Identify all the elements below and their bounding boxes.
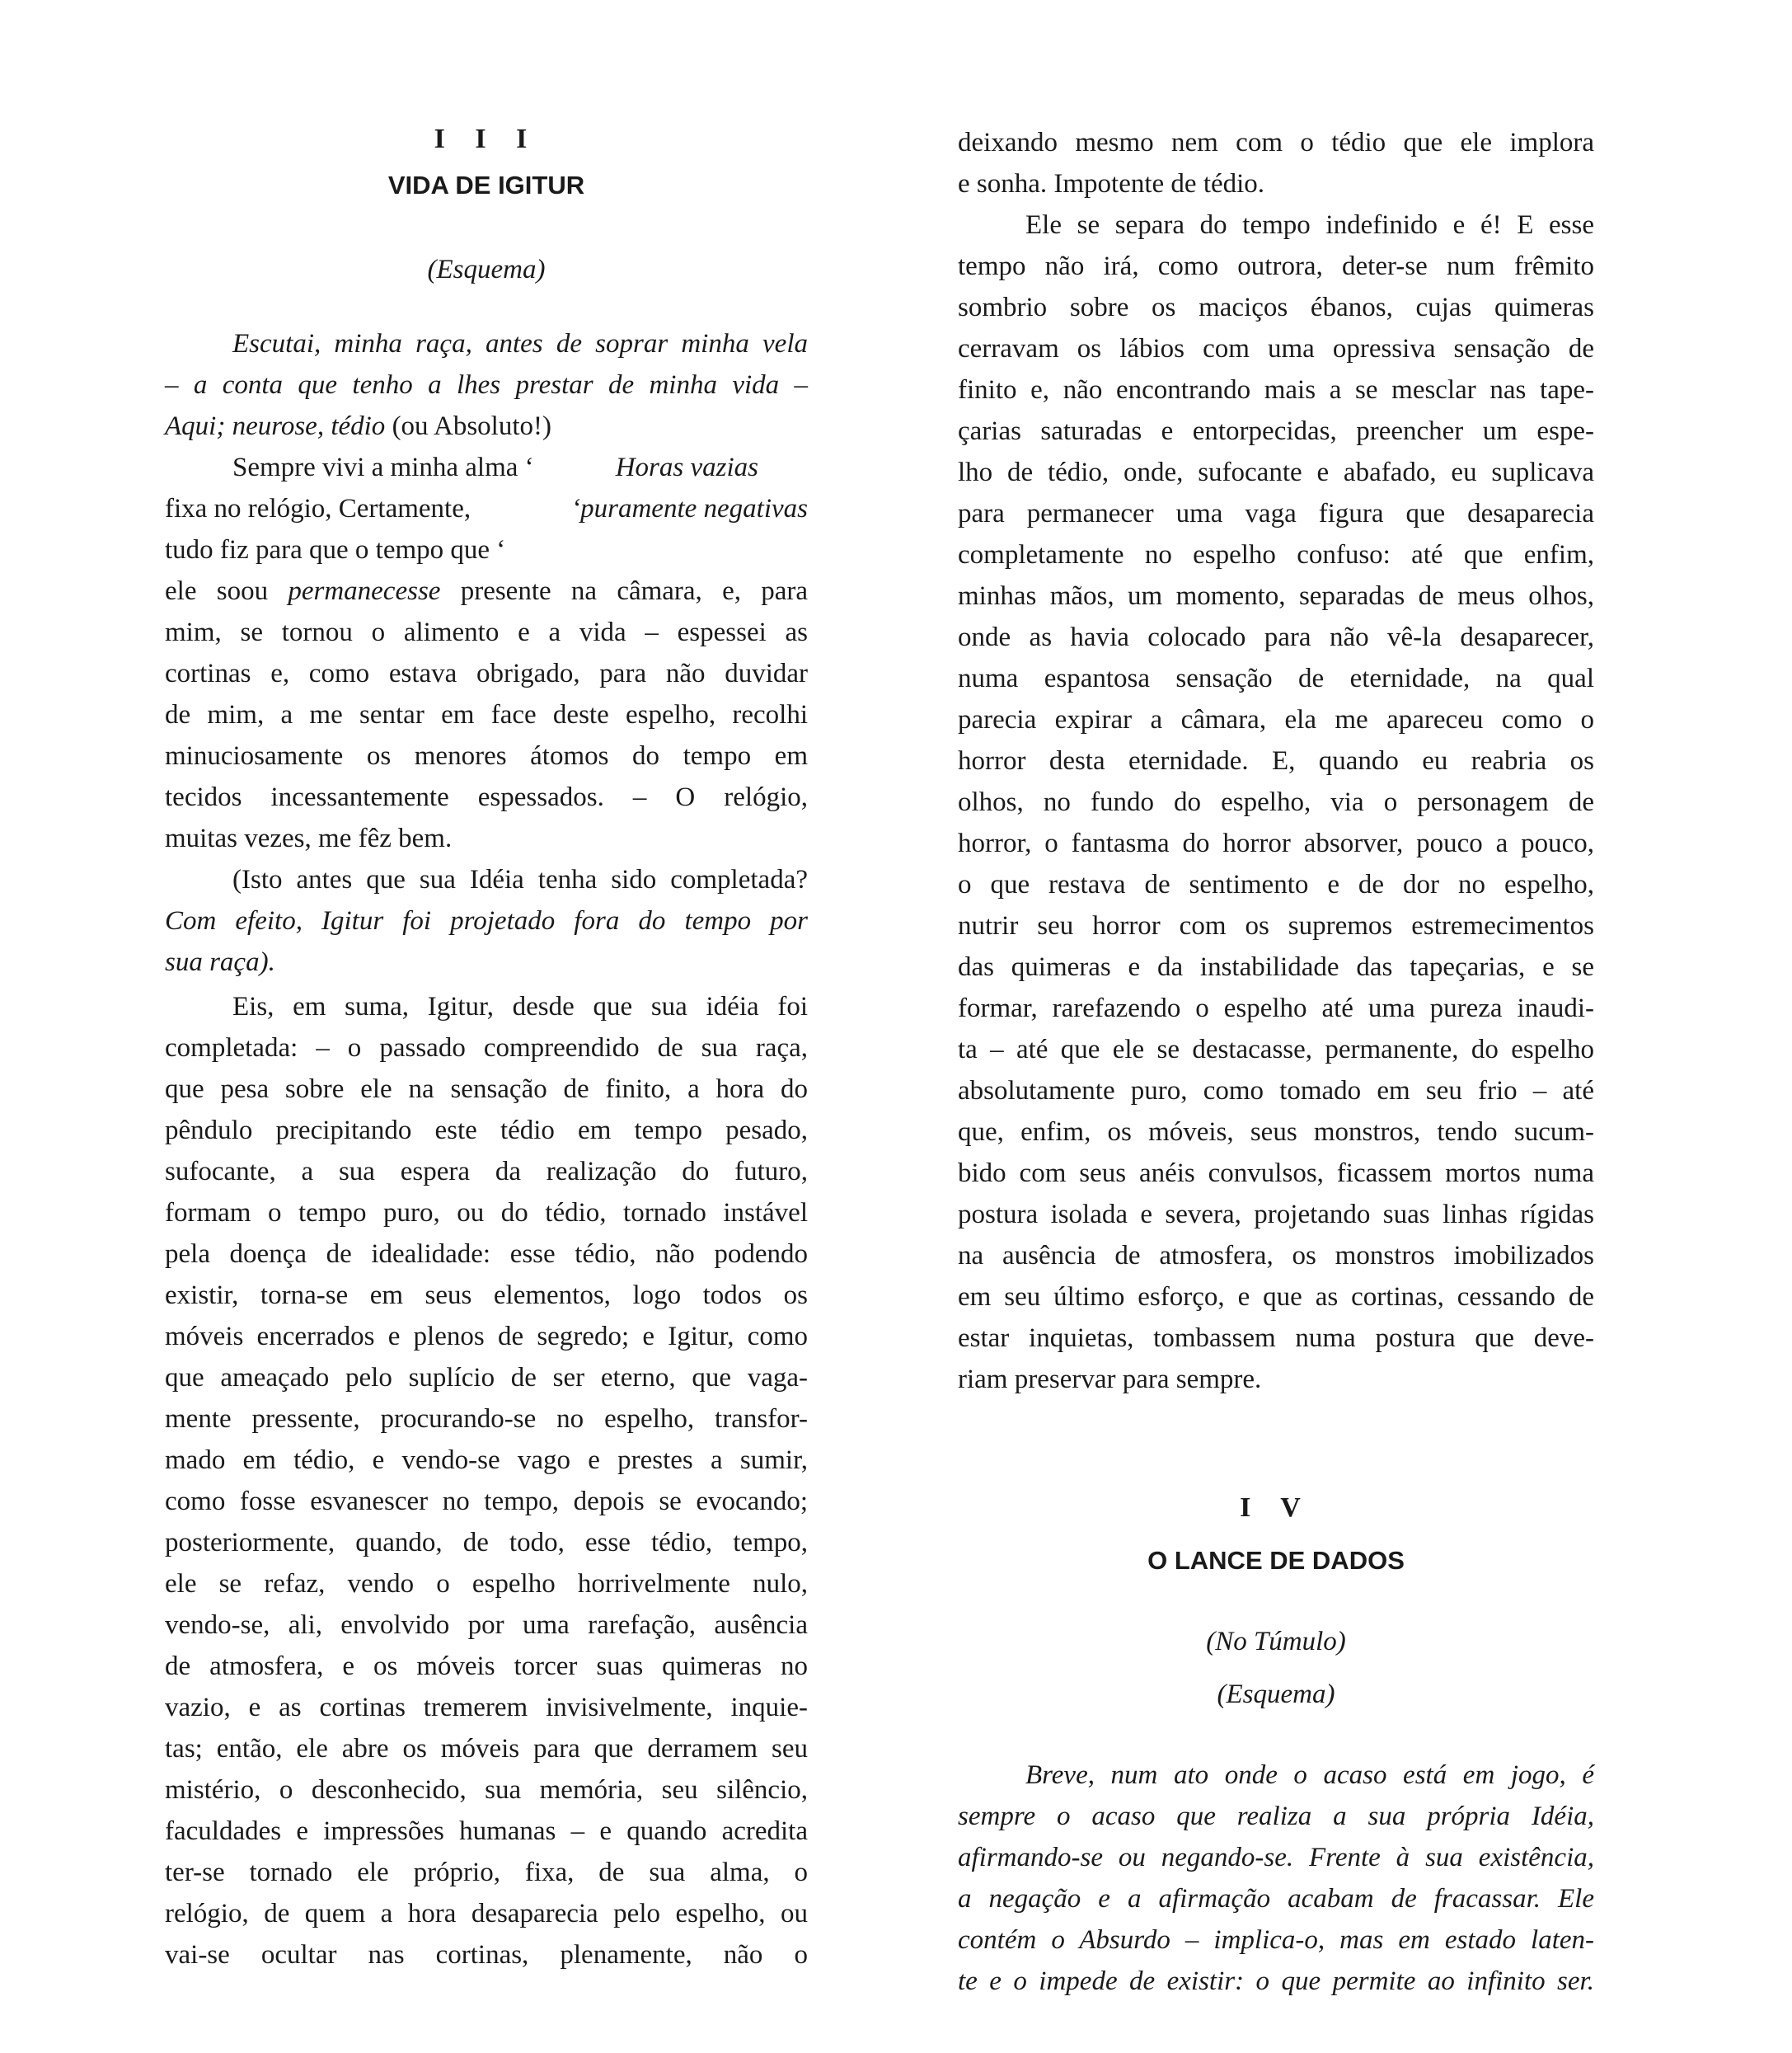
text-line: e sonha. Impotente de tédio. (958, 169, 1265, 199)
text-line: relógio, de quem a hora desaparecia pelo espelho, ou (165, 1899, 808, 1929)
text-line: riam preservar para sempre. (958, 1365, 1262, 1394)
epigraph-line: Aqui; neurose, tédio (ou Absoluto!) (165, 411, 551, 441)
epigraph-line: contém o Absurdo – implica-o, mas em estado laten- (958, 1925, 1594, 1955)
epigraph-line: afirmando-se ou negando-se. Frente à sua existência, (958, 1843, 1594, 1872)
section-number: I I I (434, 124, 539, 154)
section-title: VIDA DE IGITUR (387, 171, 585, 200)
text-line: mente pressente, procurando-se no espelho, transfor- (165, 1404, 808, 1434)
text-line: cortinas e, como estava obrigado, para não duvidar (165, 659, 808, 688)
text-line: estar inquietas, tombassem numa postura que deve- (958, 1323, 1594, 1353)
text-line: onde as havia colocado para não vê-la desaparecer, (958, 622, 1594, 652)
epigraph-line: te e o impede de existir: o que permite ao infinito ser. (958, 1966, 1594, 1996)
epigraph-line: Breve, num ato onde o acaso está em jogo, é (1025, 1760, 1594, 1790)
text-line: posteriormente, quando, de todo, esse tédio, tempo, (165, 1528, 808, 1557)
epigraph (958, 1755, 1594, 2002)
epigraph (165, 323, 808, 447)
text-line: mistério, o desconhecido, sua memória, seu silêncio, (165, 1775, 808, 1805)
text-line: deixando mesmo nem com o tédio que ele implora (958, 128, 1594, 157)
text-line: (Isto antes que sua Idéia tenha sido completada? (232, 865, 808, 895)
text-line: ele se refaz, vendo o espelho horrivelmente nulo, (165, 1569, 808, 1599)
text-line: Com efeito, Igitur foi projetado fora do tempo por (165, 906, 808, 936)
text-line: completamente no espelho confuso: até que enfim, (958, 540, 1594, 570)
text-line: formar, rarefazendo o espelho até uma pureza inaudi- (958, 994, 1594, 1023)
text-line: que ameaçado pelo suplício de ser eterno, que vaga- (165, 1363, 808, 1393)
text-line: completada: – o passado compreendido de sua raça, (165, 1033, 808, 1063)
right-column (958, 122, 1594, 2002)
paragraph (165, 571, 808, 859)
text-line: minuciosamente os menores átomos do tempo em (165, 741, 808, 771)
text-line: de atmosfera, e os móveis torcer suas quimeras no (165, 1651, 808, 1681)
section-number: I V (1240, 1492, 1312, 1523)
text-line: existir, torna-se em seus elementos, logo todos os (165, 1280, 808, 1310)
text-line: cerravam os lábios com uma opressiva sensação de (958, 334, 1594, 364)
text-line: numa espantosa sensação de eternidade, na qual (958, 664, 1594, 693)
section-subtitle: (No Túmulo) (1206, 1627, 1346, 1656)
paragraph (958, 122, 1594, 204)
text-line: tas; então, ele abre os móveis para que derramem seu (165, 1734, 808, 1764)
text-line: vendo-se, ali, envolvido por uma rarefação, ausência (165, 1610, 808, 1640)
text-line: vazio, e as cortinas tremerem invisivelmente, inquie- (165, 1693, 808, 1722)
paragraph (958, 204, 1594, 1400)
text-line: para permanecer uma vaga figura que desaparecia (958, 499, 1594, 529)
paragraph (165, 859, 808, 983)
text-line: sua raça). (165, 947, 275, 977)
text-line: parecia expirar a câmara, ela me apareceu como o (958, 705, 1594, 735)
text-line: horror desta eternidade. E, quando eu reabria os (958, 746, 1594, 776)
text-line: Eis, em suma, Igitur, desde que sua idéia foi (232, 992, 808, 1022)
text-line: tecidos incessantemente espessados. – O relógio, (165, 782, 808, 812)
section-title: O LANCE DE DADOS (1147, 1546, 1405, 1575)
text-line: bido com seus anéis convulsos, ficassem mortos numa (958, 1158, 1594, 1188)
text-line: mado em tédio, e vendo-se vago e prestes a sumir, (165, 1445, 808, 1475)
text-line: olhos, no fundo do espelho, via o personagem de (958, 787, 1594, 817)
text-line: finito e, não encontrando mais a se mesclar nas tape- (958, 375, 1594, 405)
text-line: como fosse esvanescer no tempo, depois se evocando; (165, 1487, 808, 1516)
text-line: ta – até que ele se destacasse, permanente, do espelho (958, 1035, 1594, 1064)
split-line: Sempre vivi a minha alma ‘ Horas vazias (232, 453, 758, 482)
paragraph (165, 986, 808, 1975)
text-line: faculdades e impressões humanas – e quando acredita (165, 1816, 808, 1846)
epigraph-line: a negação e a afirmação acabam de fracassar. Ele (958, 1884, 1594, 1914)
text-line: formam o tempo puro, ou do tédio, tornado instável (165, 1198, 808, 1228)
epigraph-line: – a conta que tenho a lhes prestar de minha vida – (165, 370, 808, 400)
text-line: muitas vezes, me fêz bem. (165, 824, 453, 853)
text-line: que pesa sobre ele na sensação de finito, a hora do (165, 1074, 808, 1104)
text-line: absolutamente puro, como tomado em seu frio – até (958, 1076, 1594, 1106)
split-line: tudo fiz para que o tempo que ‘ (165, 535, 506, 565)
section-subtitle: (Esquema) (427, 255, 546, 284)
text-line: minhas mãos, um momento, separadas de meus olhos, (958, 581, 1594, 611)
section-subtitle: (Esquema) (1217, 1680, 1335, 1709)
text-line: lho de tédio, onde, sufocante e abafado, eu suplicava (958, 458, 1594, 487)
text-line: pêndulo precipitando este tédio em tempo pesado, (165, 1116, 808, 1145)
text-line: çarias saturadas e entorpecidas, preencher um espe- (958, 416, 1594, 446)
text-line: postura isolada e severa, projetando suas linhas rígidas (958, 1200, 1594, 1229)
text-line: Ele se separa do tempo indefinido e é! E esse (1025, 210, 1594, 240)
text-line: pela doença de idealidade: esse tédio, não podendo (165, 1239, 808, 1269)
text-line: ele soou permanecesse presente na câmara, e, para (165, 576, 809, 606)
text-line: mim, se tornou o alimento e a vida – espessei as (165, 618, 808, 647)
text-line: tempo não irá, como outrora, deter-se num frêmito (958, 251, 1594, 281)
split-block (165, 447, 808, 571)
epigraph-line: sempre o acaso que realiza a sua própria Idéia, (958, 1802, 1594, 1831)
text-line: das quimeras e da instabilidade das tapeçarias, e se (958, 952, 1594, 982)
text-line: em seu último esforço, e que as cortinas, cessando de (958, 1282, 1594, 1312)
text-line: de mim, a me sentar em face deste espelho, recolhi (165, 700, 808, 730)
text-line: sombrio sobre os maciços ébanos, cujas quimeras (958, 293, 1594, 322)
text-line: na ausência de atmosfera, os monstros imobilizados (958, 1241, 1594, 1271)
text-line: horror, o fantasma do horror absorver, pouco a pouco, (958, 829, 1594, 858)
text-line: sufocante, a sua espera da realização do futuro, (165, 1157, 808, 1186)
epigraph-line: Escutai, minha raça, antes de soprar minha vela (232, 329, 808, 359)
text-line: ter-se tornado ele próprio, fixa, de sua alma, o (165, 1858, 808, 1887)
text-line: vai-se ocultar nas cortinas, plenamente, não o (165, 1940, 808, 1970)
text-line: o que restava de sentimento e de dor no espelho, (958, 870, 1594, 900)
split-line: fixa no relógio, Certamente, ‘puramente negativas (165, 494, 808, 524)
left-column (165, 115, 808, 1975)
text-line: que, enfim, os móveis, seus monstros, tendo sucum- (958, 1117, 1594, 1147)
text-line: nutrir seu horror com os supremos estremecimentos (958, 911, 1594, 941)
text-line: móveis encerrados e plenos de segredo; e Igitur, como (165, 1322, 808, 1351)
